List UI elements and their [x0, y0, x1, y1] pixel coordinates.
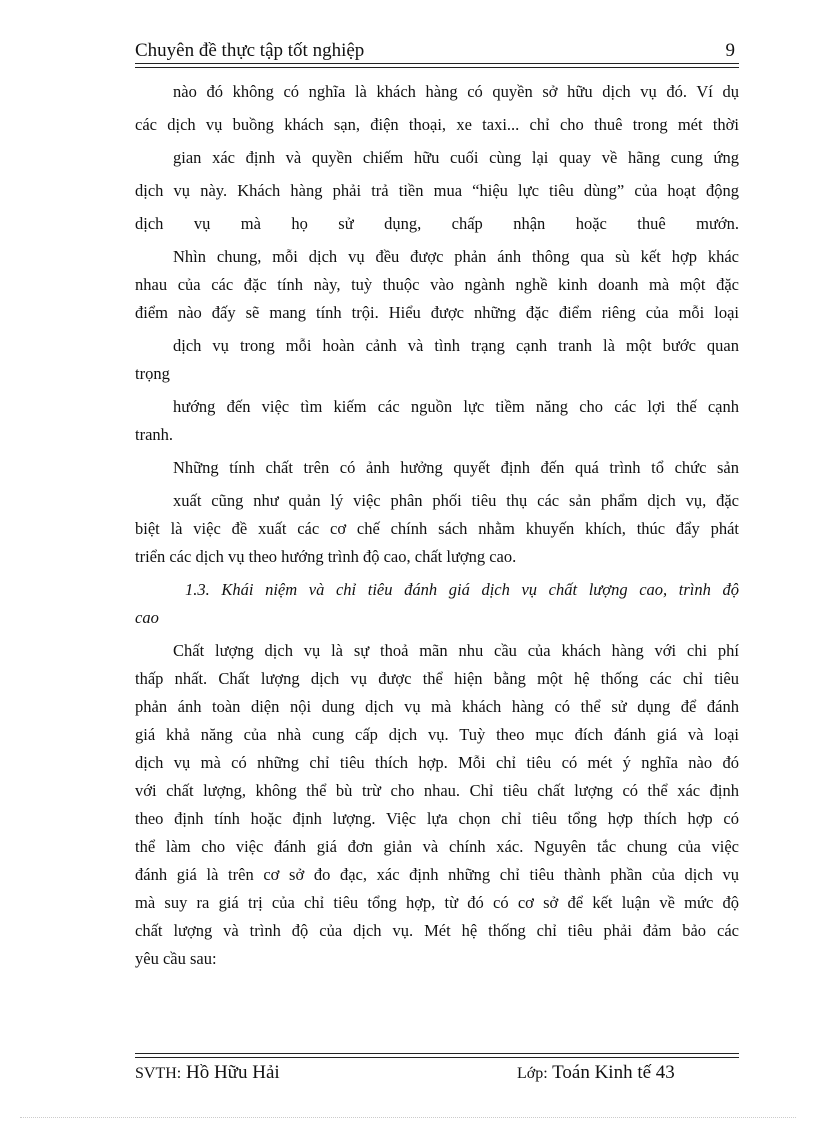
text-line: giá khả năng của nhà cung cấp dịch vụ. Tuỳ theo mục đích đánh giá và loại [135, 725, 739, 744]
text-line: chất lượng và trình độ của dịch vụ. Mét hệ thống chỉ tiêu phải đảm bảo các [135, 921, 739, 940]
text-line: đánh giá là trên cơ sở đo đạc, xác định những chỉ tiêu thành phần của dịch vụ [135, 865, 739, 884]
document-body [135, 80, 739, 970]
text-line: trọng [135, 364, 170, 383]
text-line: thể làm cho việc đánh giá đơn giản và chính xác. Nguyên tắc chung của việc [135, 837, 739, 856]
class-name: Toán Kinh tế 43 [552, 1062, 675, 1083]
text-line: nhau của các đặc tính này, tuỳ thuộc vào ngành nghề kinh doanh mà một đặc [135, 275, 739, 294]
text-line: dịch vụ mà có những chỉ tiêu thích hợp. Mỗi chỉ tiêu có mét ý nghĩa nào đó [135, 753, 739, 772]
text-line: nào đó không có nghĩa là khách hàng có quyền sở hữu dịch vụ đó. Ví dụ [173, 82, 739, 101]
text-line: dịch vụ mà họ sử dụng, chấp nhận hoặc thuê mướn. [135, 214, 739, 233]
text-line: gian xác định và quyền chiếm hữu cuối cùng lại quay về hãng cung ứng [173, 148, 739, 167]
text-line: các dịch vụ buồng khách sạn, điện thoại, xe taxi... chỉ cho thuê trong mét thời [135, 115, 739, 134]
section-heading-cont: cao [135, 608, 159, 627]
text-line: triển các dịch vụ theo hướng trình độ cao, chất lượng cao. [135, 547, 517, 566]
text-line: thấp nhất. Chất lượng dịch vụ được thể hiện bằng một hệ thống các chỉ tiêu [135, 669, 739, 688]
footer-rule-thin [135, 1057, 739, 1058]
text-line: tranh. [135, 425, 174, 444]
text-line: điểm nào đấy sẽ mang tính trội. Hiểu được những đặc điểm riêng của mỗi loại [135, 303, 739, 322]
text-line: biệt là việc đề xuất các cơ chế chính sách nhằm khuyến khích, thúc đẩy phát [135, 519, 739, 538]
footer-student [135, 1062, 280, 1084]
text-line: với chất lượng, không thể bù trừ cho nhau. Chỉ tiêu chất lượng có thể xác định [135, 781, 739, 800]
text-line: hướng đến việc tìm kiếm các nguồn lực tiềm năng cho các lợi thế cạnh [173, 397, 739, 416]
text-line: dịch vụ trong mỗi hoàn cảnh và tình trạng cạnh tranh là một bước quan [173, 336, 739, 355]
header-title: Chuyên đề thực tập tốt nghiệp [135, 40, 365, 61]
text-line: Nhìn chung, mỗi dịch vụ đều được phản ánh thông qua sù kết hợp khác [173, 247, 739, 266]
text-line: theo định tính hoặc định lượng. Việc lựa chọn chỉ tiêu tổng hợp thích hợp có [135, 809, 739, 828]
text-line: Chất lượng dịch vụ là sự thoả mãn nhu cầu của khách hàng với chi phí [173, 641, 739, 660]
header-rule-thin [135, 67, 739, 68]
text-line: Những tính chất trên có ảnh hưởng quyết định đến quá trình tổ chức sản [173, 458, 739, 477]
student-label: SVTH: [135, 1065, 182, 1082]
footer-class [517, 1062, 675, 1084]
header-rule [135, 63, 739, 64]
section-heading: 1.3. Khái niệm và chỉ tiêu đánh giá dịch vụ chất lượng cao, trình độ [185, 580, 739, 599]
student-name: Hồ Hữu Hải [185, 1062, 280, 1083]
page-number: 9 [725, 40, 735, 61]
text-line: yêu cầu sau: [135, 949, 217, 968]
text-line: mà suy ra giá trị của chỉ tiêu tổng hợp, từ đó có cơ sở để kết luận về mức độ [135, 893, 739, 912]
page-edge-dots [20, 1117, 796, 1118]
class-label: Lớp: [517, 1065, 548, 1082]
text-line: phản ánh toàn diện nội dung dịch vụ mà khách hàng có thể sử dụng để đánh [135, 697, 739, 716]
footer-rule [135, 1053, 739, 1054]
text-line: xuất cũng như quản lý việc phân phối tiêu thụ các sản phẩm dịch vụ, đặc [173, 491, 739, 510]
text-line: dịch vụ này. Khách hàng phải trả tiền mua “hiệu lực tiêu dùng” của hoạt động [135, 181, 739, 200]
